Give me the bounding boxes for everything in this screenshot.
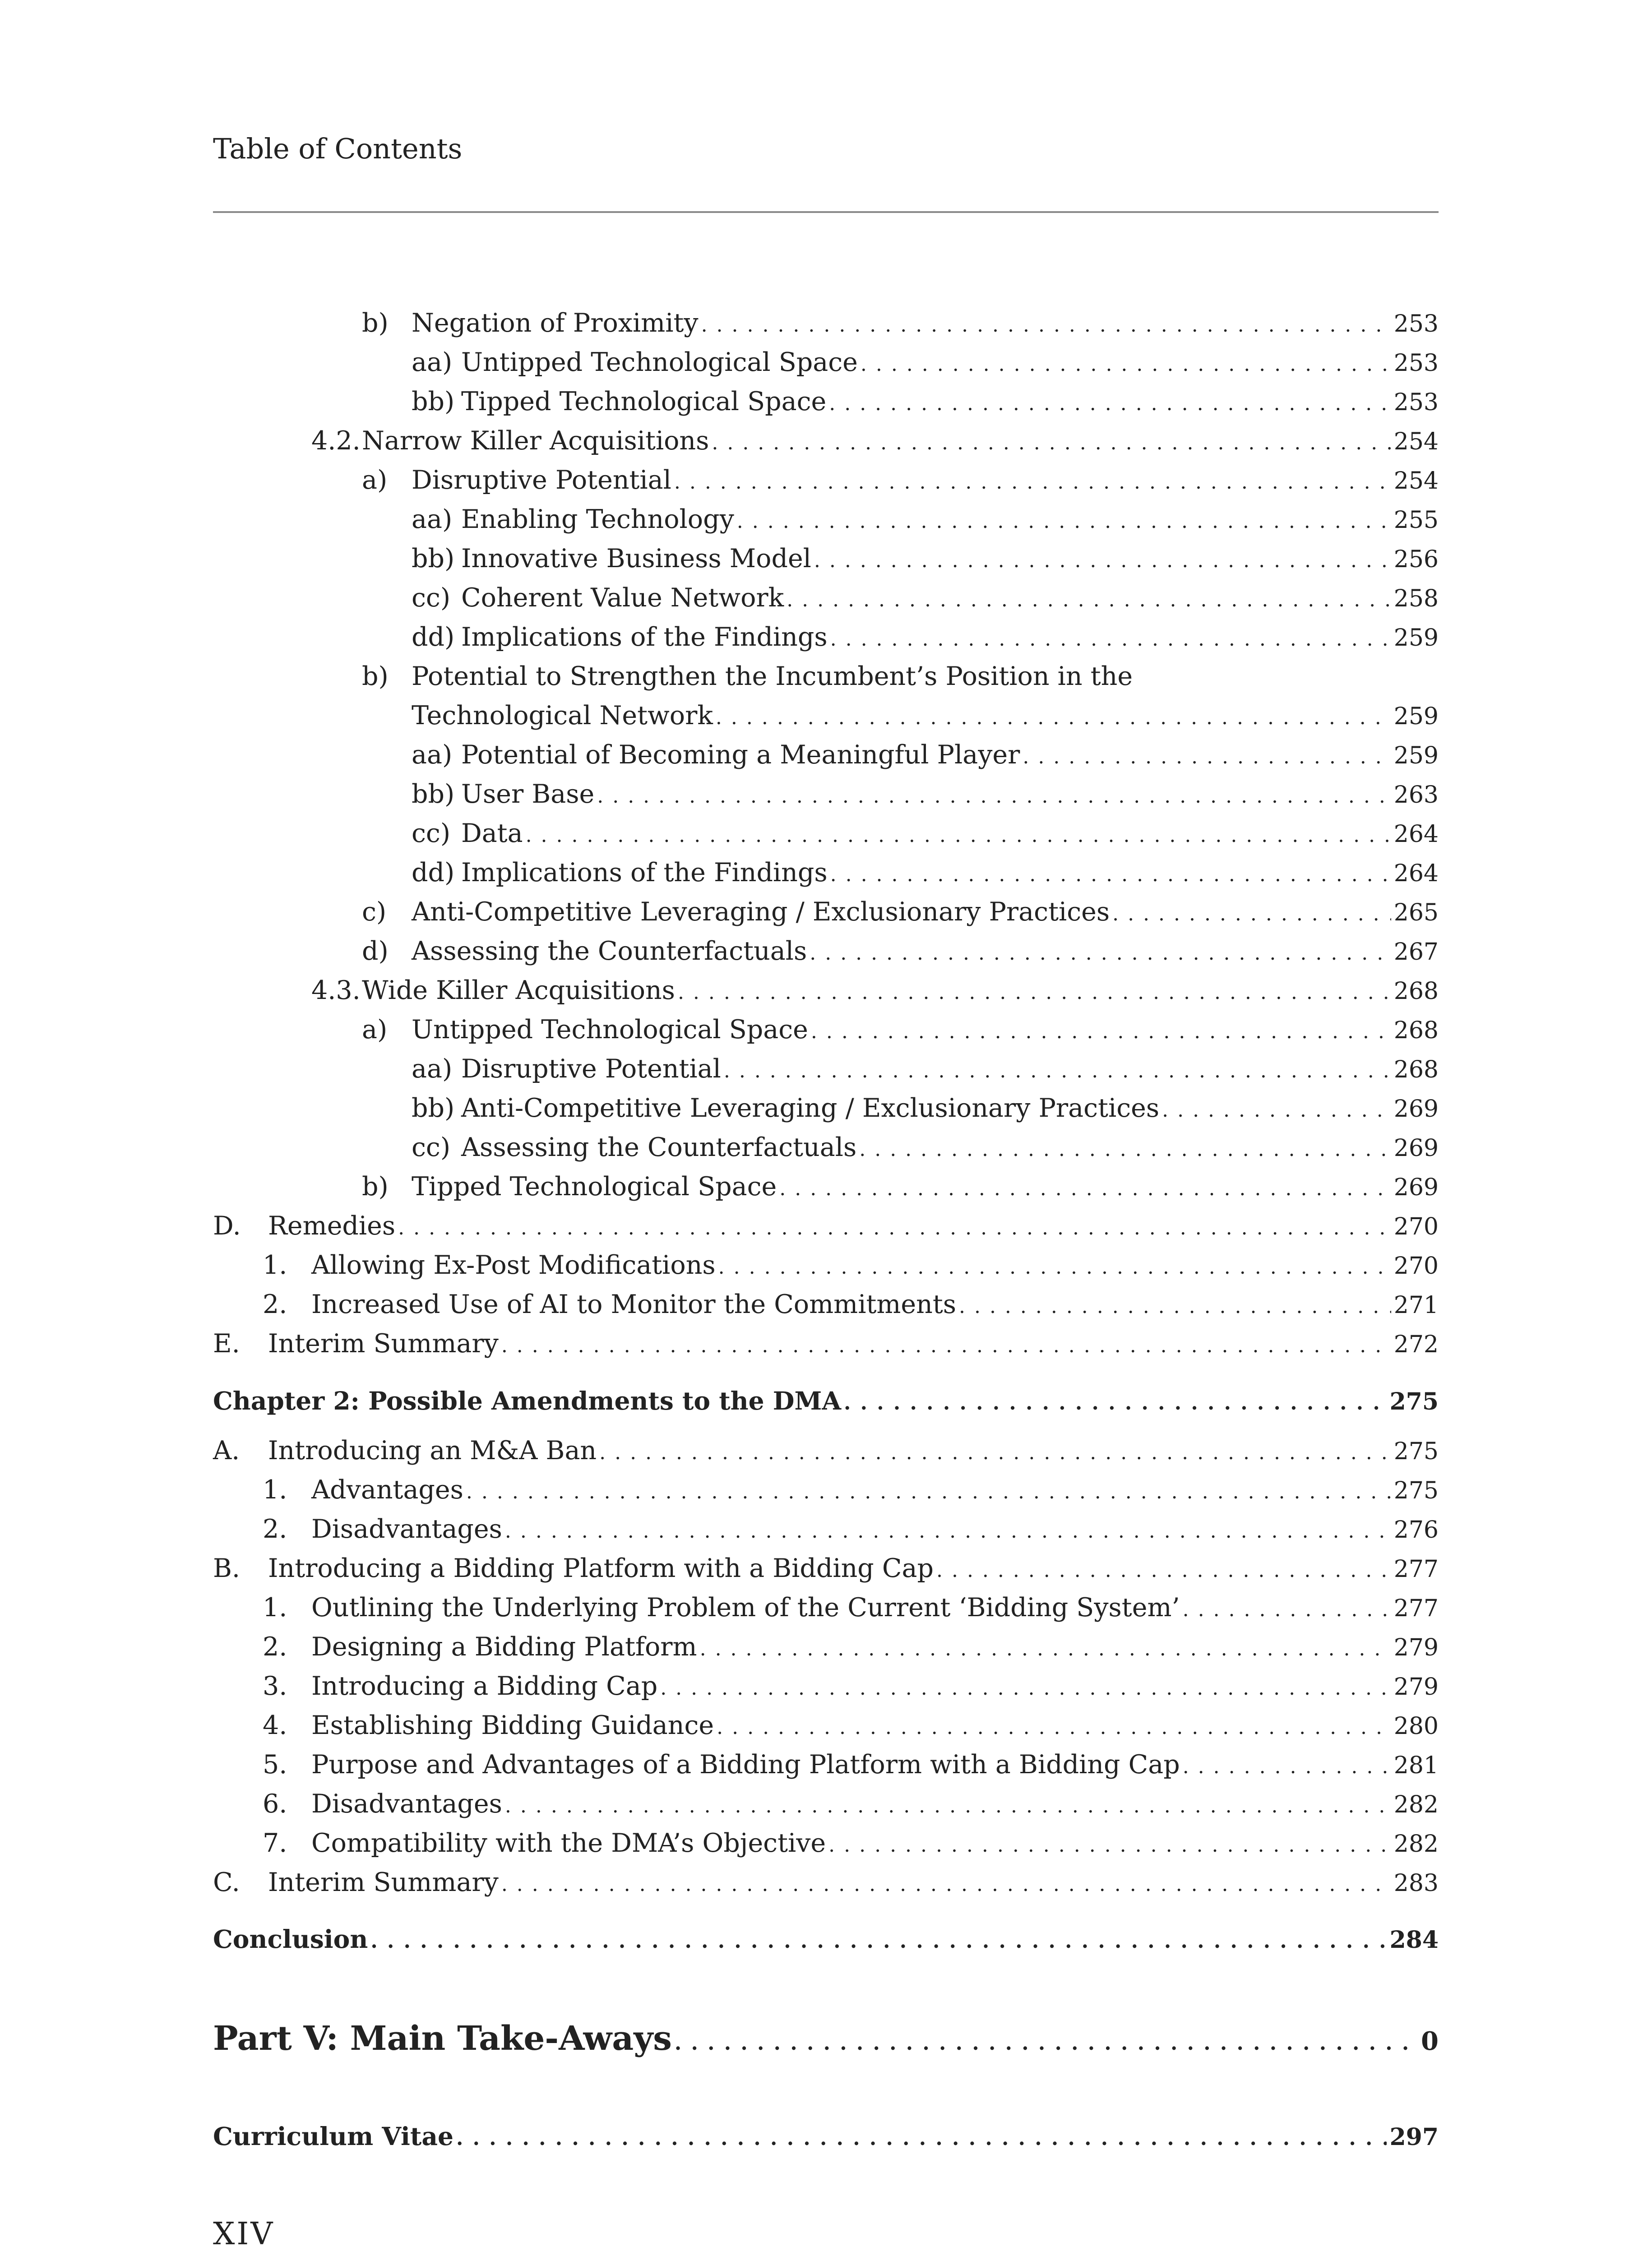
toc-part-entry[interactable]	[213, 2016, 1439, 2061]
toc-entry-page: 272	[1393, 1331, 1439, 1358]
toc-entry[interactable]	[213, 1590, 1439, 1626]
dot-leader	[505, 1788, 1391, 1824]
toc-entry-page: 253	[1393, 350, 1439, 377]
dot-leader	[717, 1710, 1391, 1746]
toc-entry-page: 264	[1393, 860, 1439, 887]
toc-entry[interactable]	[213, 541, 1439, 577]
toc-entry[interactable]	[213, 462, 1439, 498]
dot-leader	[1112, 896, 1391, 932]
toc-entry-number: bb)	[412, 387, 455, 416]
toc-entry-number: A.	[213, 1436, 240, 1465]
toc-entry-title: Remedies	[268, 1211, 396, 1241]
toc-entry-title: Wide Killer Acquisitions	[362, 975, 675, 1005]
toc-entry[interactable]	[213, 1825, 1439, 1861]
toc-entry-number: D.	[213, 1211, 241, 1241]
toc-entry-page: 269	[1393, 1174, 1439, 1201]
dot-leader	[466, 1474, 1391, 1510]
toc-entry[interactable]	[213, 1786, 1439, 1822]
toc-entry-number: 4.3.	[311, 975, 361, 1005]
toc-entry[interactable]	[213, 1707, 1439, 1743]
dot-leader	[1023, 739, 1391, 775]
toc-entry-title: Designing a Bidding Platform	[311, 1632, 697, 1662]
toc-entry-title: Establishing Bidding Guidance	[311, 1710, 714, 1740]
toc-entry-title: Part V: Main Take-Aways	[213, 2019, 672, 2058]
toc-entry-number: aa)	[412, 1054, 453, 1084]
toc-entry-page: 277	[1393, 1595, 1439, 1622]
toc-entry-title: Untipped Technological Space	[461, 347, 858, 377]
toc-entry[interactable]	[213, 1668, 1439, 1704]
dot-leader	[501, 1867, 1391, 1903]
toc-entry-number: 4.	[263, 1710, 287, 1740]
dot-leader	[844, 1385, 1387, 1421]
toc-entry-page: 284	[1389, 1926, 1439, 1954]
toc-entry-title: Purpose and Advantages of a Bidding Platform with a Bidding Cap	[311, 1750, 1180, 1780]
toc-entry-title: Compatibility with the DMA’s Objective	[311, 1828, 826, 1858]
toc-entry-title: Assessing the Counterfactuals	[461, 1133, 857, 1162]
toc-entry-number: c)	[362, 897, 387, 927]
toc-entry-title: Innovative Business Model	[461, 544, 811, 573]
dot-leader	[829, 386, 1391, 422]
toc-entry-number: dd)	[412, 622, 455, 652]
toc-entry[interactable]	[213, 1247, 1439, 1283]
toc-entry-number: b)	[362, 308, 389, 338]
dot-leader	[724, 1053, 1391, 1089]
toc-entry-number: d)	[362, 936, 389, 966]
toc-entry[interactable]	[213, 1129, 1439, 1165]
toc-entry-title: Potential of Becoming a Meaningful Player	[461, 740, 1020, 770]
toc-entry-page: 258	[1393, 585, 1439, 612]
dot-leader	[526, 818, 1391, 854]
toc-entry-page: 256	[1393, 546, 1439, 573]
toc-entry[interactable]	[213, 1629, 1439, 1665]
dot-leader	[1183, 1749, 1391, 1785]
dot-leader	[597, 778, 1391, 814]
toc-entry-number: 7.	[263, 1828, 287, 1858]
dot-leader	[701, 307, 1391, 343]
toc-entry-number: 5.	[263, 1750, 287, 1780]
dot-leader	[828, 1827, 1391, 1863]
toc-entry-title: Introducing an M&A Ban	[268, 1436, 597, 1465]
toc-entry-number: aa)	[412, 504, 453, 534]
toc-entry-number: B.	[213, 1553, 241, 1583]
toc-entry[interactable]	[213, 1169, 1439, 1205]
toc-entry-number: b)	[362, 1172, 389, 1202]
toc-entry[interactable]	[213, 305, 1439, 341]
toc-entry[interactable]	[213, 855, 1439, 891]
toc-entry[interactable]	[213, 580, 1439, 616]
toc-entry[interactable]	[213, 972, 1439, 1008]
dot-leader	[505, 1513, 1391, 1549]
toc-entry-number: 1.	[263, 1475, 287, 1505]
toc-entry-page: 259	[1393, 703, 1439, 730]
toc-entry-page: 259	[1393, 624, 1439, 652]
dot-leader	[716, 700, 1391, 736]
toc-entry-page: 270	[1393, 1213, 1439, 1240]
dot-leader	[787, 582, 1391, 618]
toc-entry-page: 271	[1393, 1292, 1439, 1319]
toc-entry-number: 2.	[263, 1290, 287, 1319]
toc-entry-title: Interim Summary	[268, 1868, 499, 1897]
toc-entry-page: 275	[1389, 1388, 1439, 1415]
toc-entry[interactable]	[213, 501, 1439, 537]
dot-leader	[737, 504, 1391, 540]
toc-entry-title-continued: Technological Network	[412, 701, 713, 730]
toc-entry-first-line[interactable]	[213, 658, 1439, 694]
page-number: XIV	[213, 2216, 275, 2252]
toc-entry[interactable]	[213, 894, 1439, 930]
toc-entry-page: 275	[1393, 1438, 1439, 1465]
toc-entry-title: Tipped Technological Space	[461, 387, 827, 416]
dot-leader	[811, 1014, 1391, 1050]
toc-entry[interactable]	[213, 619, 1439, 655]
dot-leader	[830, 621, 1391, 657]
toc-entry[interactable]	[213, 1208, 1439, 1244]
dot-leader	[859, 1132, 1391, 1168]
toc-entry[interactable]	[213, 815, 1439, 851]
header-divider	[213, 211, 1439, 213]
toc-entry-page: 269	[1393, 1135, 1439, 1162]
dot-leader	[599, 1435, 1391, 1471]
toc-entry-number: 4.2.	[311, 426, 361, 456]
toc-entry[interactable]	[213, 1433, 1439, 1469]
toc-entry[interactable]	[213, 698, 1439, 734]
toc-entry-title: Outlining the Underlying Problem of the Current ‘Bidding System’	[311, 1593, 1180, 1623]
dot-leader	[936, 1553, 1391, 1589]
toc-entry-number: cc)	[412, 818, 451, 848]
dot-leader	[456, 2121, 1387, 2157]
toc-entry-title: Introducing a Bidding Cap	[311, 1671, 658, 1701]
toc-chapter-entry[interactable]	[213, 1921, 1439, 1957]
toc-entry-title: Allowing Ex-Post Modifications	[311, 1250, 716, 1280]
dot-leader	[810, 935, 1391, 971]
dot-leader	[501, 1328, 1391, 1364]
toc-entry-number: 1.	[263, 1593, 287, 1623]
toc-entry-page: 0	[1421, 2026, 1439, 2056]
toc-entry-title: Disadvantages	[311, 1514, 502, 1544]
dot-leader	[959, 1289, 1391, 1325]
toc-entry-number: cc)	[412, 583, 451, 613]
dot-leader	[712, 425, 1391, 461]
toc-entry-title: Disadvantages	[311, 1789, 502, 1819]
toc-entry-title: Implications of the Findings	[461, 858, 828, 888]
toc-entry-title: Increased Use of AI to Monitor the Commitments	[311, 1290, 957, 1319]
toc-entry-page: 280	[1393, 1713, 1439, 1740]
toc-entry-page: 253	[1393, 389, 1439, 416]
toc-entry-number: C.	[213, 1868, 240, 1897]
dot-leader	[675, 2021, 1418, 2066]
toc-entry-title: Implications of the Findings	[461, 622, 828, 652]
toc-entry[interactable]	[213, 1326, 1439, 1362]
toc-entry-title: Assessing the Counterfactuals	[412, 936, 807, 966]
toc-entry-title: Enabling Technology	[461, 504, 734, 534]
dot-leader	[830, 857, 1391, 893]
toc-entry-number: 1.	[263, 1250, 287, 1280]
toc-entry-page: 268	[1393, 978, 1439, 1005]
toc-entry-title: Coherent Value Network	[461, 583, 784, 613]
toc-entry-page: 276	[1393, 1516, 1439, 1544]
toc-entry-title: Chapter 2: Possible Amendments to the DMA	[213, 1386, 841, 1415]
toc-entry-title: Introducing a Bidding Platform with a Bidding Cap	[268, 1553, 934, 1583]
toc-entry-number: 6.	[263, 1789, 287, 1819]
toc-entry-page: 277	[1393, 1556, 1439, 1583]
toc-entry-page: 279	[1393, 1674, 1439, 1701]
dot-leader	[718, 1249, 1391, 1285]
toc-entry-number: cc)	[412, 1133, 451, 1162]
toc-entry[interactable]	[213, 1747, 1439, 1783]
toc-entry-title: Advantages	[311, 1475, 463, 1505]
toc-entry-page: 263	[1393, 781, 1439, 809]
toc-entry-page: 275	[1393, 1477, 1439, 1504]
toc-entry-page: 268	[1393, 1017, 1439, 1044]
toc-entry-title: Negation of Proximity	[412, 308, 699, 338]
toc-entry-page: 282	[1393, 1831, 1439, 1858]
dot-leader	[678, 975, 1391, 1011]
toc-entry-page: 270	[1393, 1253, 1439, 1280]
toc-entry-title: Data	[461, 818, 523, 848]
dot-leader	[1162, 1092, 1391, 1128]
dot-leader	[674, 464, 1391, 500]
toc-entry-title: Tipped Technological Space	[412, 1172, 777, 1202]
toc-entry-title: Narrow Killer Acquisitions	[362, 426, 709, 456]
toc-entry[interactable]	[213, 1864, 1439, 1900]
dot-leader	[370, 1923, 1387, 1960]
toc-entry[interactable]	[213, 933, 1439, 969]
toc-entry-number: 2.	[263, 1632, 287, 1662]
toc-entry-page: 264	[1393, 821, 1439, 848]
toc-entry-page: 283	[1393, 1870, 1439, 1897]
toc-entry-page: 279	[1393, 1634, 1439, 1661]
toc-entry-title: Anti-Competitive Leveraging / Exclusionary Practices	[412, 897, 1110, 927]
dot-leader	[700, 1631, 1391, 1667]
toc-entry-number: b)	[362, 661, 389, 691]
toc-entry[interactable]	[213, 1012, 1439, 1048]
dot-leader	[398, 1210, 1391, 1246]
toc-chapter-entry[interactable]	[213, 2118, 1439, 2154]
toc-entry-page: 297	[1389, 2123, 1439, 2151]
toc-entry[interactable]	[213, 1051, 1439, 1087]
dot-leader	[1183, 1592, 1391, 1628]
toc-entry[interactable]	[213, 344, 1439, 380]
toc-entry-title: Untipped Technological Space	[412, 1015, 808, 1045]
toc-entry-page: 268	[1393, 1056, 1439, 1083]
toc-entry-number: 3.	[263, 1671, 287, 1701]
toc-entry[interactable]	[213, 384, 1439, 420]
toc-entry-number: E.	[213, 1329, 240, 1359]
dot-leader	[779, 1171, 1391, 1207]
toc-entry-number: bb)	[412, 544, 455, 573]
dot-leader	[814, 543, 1391, 579]
toc-entry-number: a)	[362, 1015, 388, 1045]
toc-entry-title: Conclusion	[213, 1924, 368, 1954]
toc-entry-title: Curriculum Vitae	[213, 2122, 453, 2151]
toc-entry-title: Disruptive Potential	[412, 465, 671, 495]
toc-entry-number: dd)	[412, 858, 455, 888]
toc-chapter-entry[interactable]	[213, 1383, 1439, 1419]
toc-entry-page: 265	[1393, 899, 1439, 926]
toc-entry[interactable]	[213, 737, 1439, 773]
toc-entry-number: aa)	[412, 347, 453, 377]
toc-entry[interactable]	[213, 1511, 1439, 1547]
toc-entry-title: Potential to Strengthen the Incumbent’s Position in the	[412, 661, 1133, 691]
toc-entry-page: 254	[1393, 428, 1439, 455]
toc-entry-number: bb)	[412, 1093, 455, 1123]
toc-entry-page: 254	[1393, 467, 1439, 495]
toc-entry-page: 255	[1393, 507, 1439, 534]
toc-entry[interactable]	[213, 423, 1439, 459]
toc-entry-title: Anti-Competitive Leveraging / Exclusionary Practices	[461, 1093, 1160, 1123]
toc-entry-page: 259	[1393, 742, 1439, 769]
toc-entry-number: a)	[362, 465, 388, 495]
toc-entry[interactable]	[213, 1286, 1439, 1322]
dot-leader	[861, 347, 1391, 383]
toc-entry-page: 281	[1393, 1752, 1439, 1779]
toc-entry-title: User Base	[461, 779, 595, 809]
toc-entry-page: 282	[1393, 1791, 1439, 1818]
toc-entry-number: bb)	[412, 779, 455, 809]
toc-entry[interactable]	[213, 1090, 1439, 1126]
toc-entry-page: 267	[1393, 938, 1439, 966]
toc-entry-page: 253	[1393, 310, 1439, 337]
toc-entry-title: Interim Summary	[268, 1329, 499, 1359]
toc-entry[interactable]	[213, 1550, 1439, 1586]
toc-entry[interactable]	[213, 776, 1439, 812]
dot-leader	[660, 1670, 1391, 1706]
toc-entry-title: Disruptive Potential	[461, 1054, 721, 1084]
toc-entry[interactable]	[213, 1472, 1439, 1508]
toc-entry-number: aa)	[412, 740, 453, 770]
toc-entry-page: 269	[1393, 1096, 1439, 1123]
toc-entry-number: 2.	[263, 1514, 287, 1544]
running-header-title: Table of Contents	[213, 132, 463, 165]
